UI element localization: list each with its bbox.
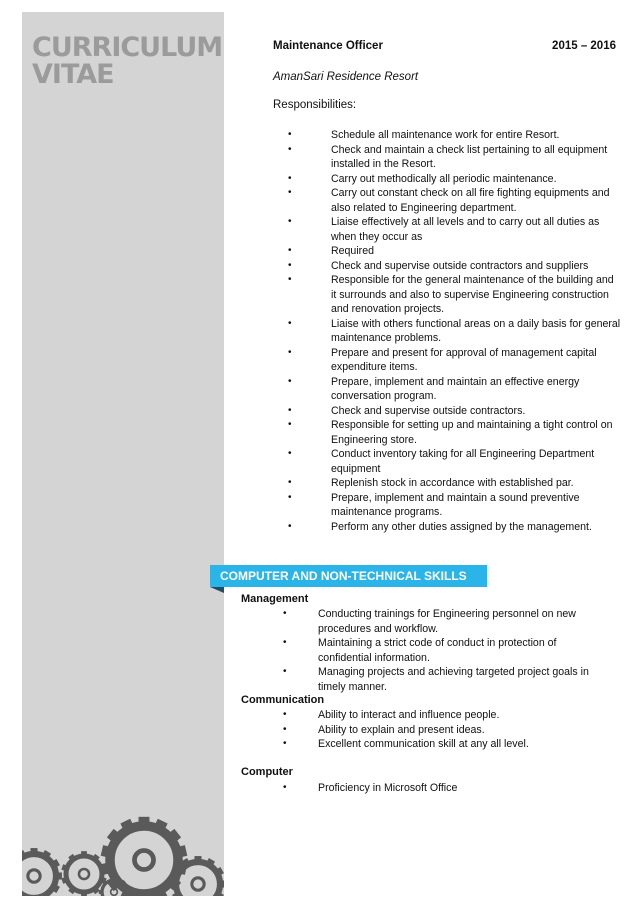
list-item-text: Carry out methodically all periodic maintenance. (331, 172, 557, 185)
list-item (288, 186, 621, 215)
list-item-text: Responsible for the general maintenance of the building and it surrounds and also to supervise Engineering construction and renovation projects. (331, 274, 614, 315)
list-item-text: Conduct inventory taking for all Engineering Department equipment (331, 448, 595, 475)
list-item (283, 723, 613, 738)
communication-list (283, 708, 613, 752)
computer-heading: Computer (241, 766, 293, 778)
bullet-icon: • (283, 637, 287, 648)
responsibilities-list (288, 128, 621, 534)
list-item (283, 708, 613, 723)
job-title: Maintenance Officer (273, 40, 383, 52)
list-item (288, 317, 621, 346)
bullet-icon: • (288, 491, 292, 503)
bullet-icon: • (283, 782, 287, 793)
bullet-icon: • (288, 187, 292, 198)
list-item (288, 244, 621, 259)
list-item-text: Replenish stock in accordance with established par. (331, 477, 574, 489)
management-heading: Management (241, 593, 309, 605)
list-item (288, 143, 621, 172)
computer-list (283, 781, 613, 796)
list-item (283, 781, 613, 796)
list-item (288, 172, 621, 187)
bullet-icon: • (288, 477, 292, 488)
bullet-icon: • (288, 172, 292, 184)
list-item-text: Maintaining a strict code of conduct in protection of confidential information. (318, 637, 557, 664)
list-item-text: Required (331, 245, 374, 257)
list-item (288, 447, 621, 476)
list-item-text: Ability to interact and influence people. (318, 709, 500, 721)
bullet-icon: • (288, 419, 292, 430)
banner-fold (210, 587, 224, 593)
bullet-icon: • (288, 346, 292, 358)
list-item-text: Schedule all maintenance work for entire Resort. (331, 129, 560, 141)
list-item-text: Prepare, implement and maintain a sound preventive maintenance programs. (331, 491, 580, 518)
bullet-icon: • (283, 666, 287, 677)
bullet-icon: • (288, 448, 292, 459)
list-item-text: Proficiency in Microsoft Office (318, 782, 458, 794)
bullet-icon: • (288, 245, 292, 256)
list-item-text: Conducting trainings for Engineering personnel on new procedures and workflow. (318, 608, 576, 635)
cv-title-line2: VITAE (32, 59, 114, 90)
list-item (288, 375, 621, 404)
bullet-icon: • (288, 259, 292, 271)
list-item-text: Liaise effectively at all levels and to carry out all duties as when they occur as (331, 216, 600, 243)
list-item (288, 128, 621, 143)
company-name: AmanSari Residence Resort (273, 71, 419, 83)
job-dates: 2015 – 2016 (552, 40, 616, 52)
list-item (283, 737, 613, 752)
list-item-text: Prepare and present for approval of management capital expenditure items. (331, 346, 597, 373)
list-item (288, 491, 621, 520)
list-item (288, 273, 621, 317)
list-item-text: Managing projects and achieving targeted project goals in timely manner. (318, 666, 589, 693)
list-item-text: Carry out constant check on all fire fighting equipments and also related to Engineering department. (331, 187, 610, 214)
list-item (283, 636, 613, 665)
bullet-icon: • (283, 723, 287, 735)
list-item (288, 215, 621, 244)
list-item (288, 418, 621, 447)
bullet-icon: • (288, 317, 292, 329)
list-item-text: Check and maintain a check list pertaining to all equipment installed in the Resort. (331, 143, 608, 170)
list-item (288, 404, 621, 419)
bullet-icon: • (283, 738, 287, 749)
list-item-text: Check and supervise outside contractors. (331, 404, 526, 417)
bullet-icon: • (288, 129, 292, 140)
list-item-text: Liaise with others functional areas on a daily basis for general maintenance problems. (331, 317, 621, 344)
skills-banner: COMPUTER AND NON-TECHNICAL SKILLS (210, 565, 487, 587)
bullet-icon: • (288, 274, 292, 285)
list-item-text: Excellent communication skill at any all level. (318, 738, 529, 750)
bullet-icon: • (288, 520, 292, 532)
bullet-icon: • (288, 216, 292, 227)
list-item-text: Prepare, implement and maintain an effective energy conversation program. (331, 375, 580, 402)
list-item-text: Ability to explain and present ideas. (318, 723, 485, 736)
list-item (288, 476, 621, 491)
bullet-icon: • (283, 608, 287, 619)
bullet-icon: • (288, 143, 292, 155)
list-item (283, 607, 613, 636)
bullet-icon: • (283, 709, 287, 720)
communication-heading: Communication (241, 694, 325, 706)
cv-title-line1: CURRICULUM (32, 32, 223, 63)
responsibilities-label: Responsibilities: (273, 99, 357, 111)
job-header (273, 40, 616, 52)
list-item-text: Check and supervise outside contractors and suppliers (331, 259, 589, 272)
list-item (288, 520, 621, 535)
list-item-text: Responsible for setting up and maintaining a tight control on Engineering store. (331, 419, 613, 446)
list-item (288, 259, 621, 274)
management-list (283, 607, 613, 694)
list-item (288, 346, 621, 375)
bullet-icon: • (288, 375, 292, 387)
list-item (283, 665, 613, 694)
bullet-icon: • (288, 404, 292, 416)
list-item-text: Perform any other duties assigned by the management. (331, 520, 592, 533)
